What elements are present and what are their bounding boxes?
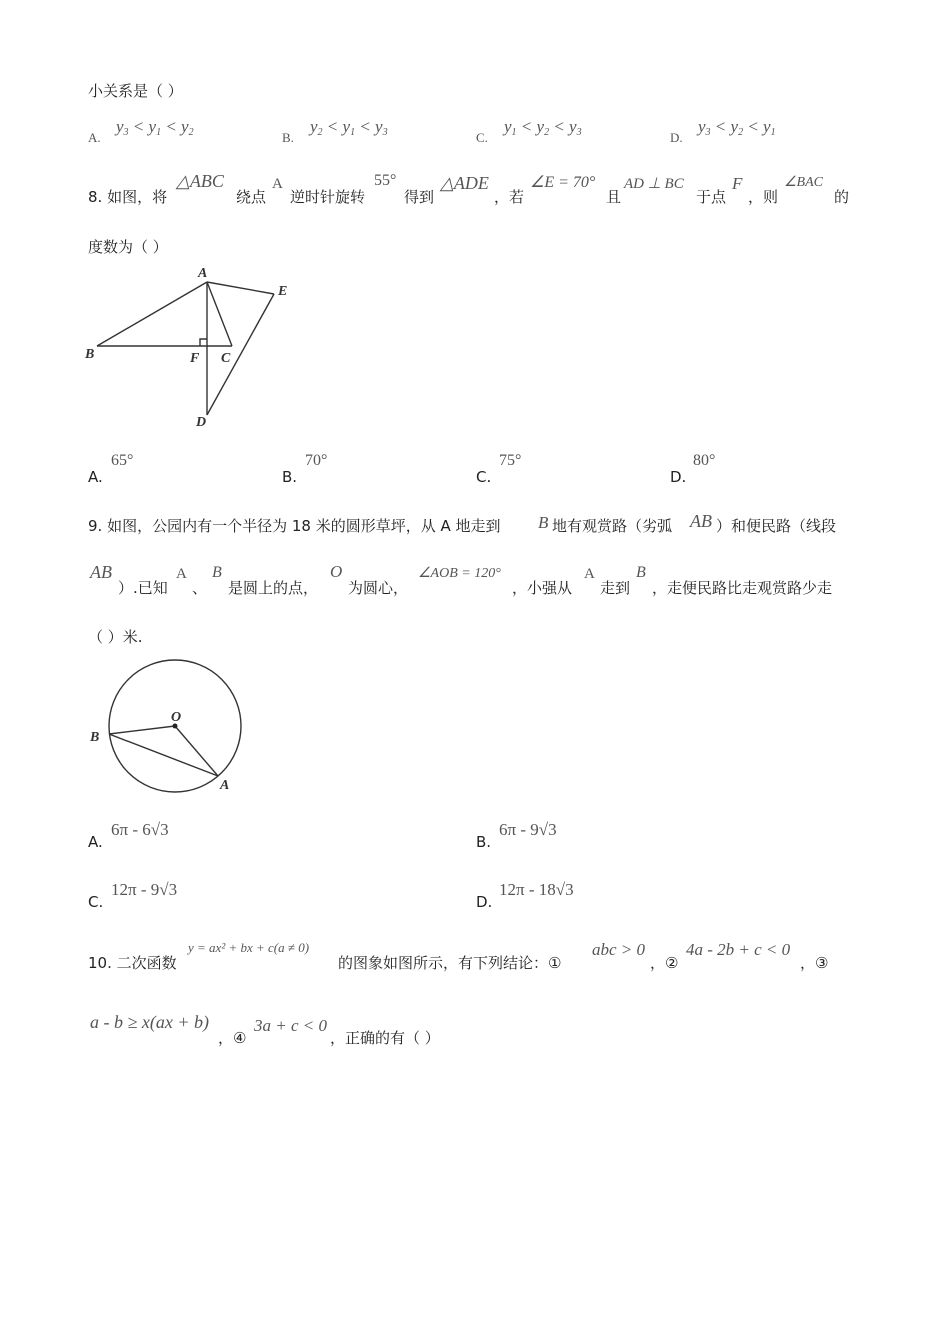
q8-option-d-value: 80°: [693, 452, 716, 469]
option-label: D.: [670, 468, 687, 486]
q9-option-a[interactable]: [88, 833, 103, 851]
q10-conclusion-3: a - b ≥ x(ax + b): [90, 1012, 209, 1032]
segment-ab: [97, 282, 207, 346]
q9-text-on-circle: 是圆上的点，: [228, 579, 319, 597]
q8-text-and: 且: [606, 188, 622, 206]
q7-option-b-expr: $y_2 < y_1 < y_3$: [310, 117, 388, 138]
q10-text-correct: ，正确的有（ ）: [330, 1029, 440, 1047]
q9-point-o: O: [330, 562, 343, 581]
label-b: B: [85, 347, 95, 362]
q8-option-c[interactable]: [476, 468, 491, 486]
q9-option-b[interactable]: [476, 833, 491, 851]
radius-ob: [109, 726, 175, 734]
q8-text-ccw: 逆时针旋转: [290, 188, 366, 206]
q9-option-d[interactable]: [476, 893, 492, 911]
q8-point-f: F: [732, 174, 743, 193]
q10-conclusion-4: 3a + c < 0: [254, 1016, 327, 1035]
q8-line2: 度数为（ ）: [88, 238, 168, 256]
q8-option-b-value: 70°: [305, 452, 328, 469]
q9-line3: （ ）米.: [88, 628, 143, 646]
option-label: B.: [282, 468, 298, 486]
q8-text-at-point: 于点: [696, 188, 727, 206]
q7-option-d-expr: $y_3 < y_2 < y_1$: [698, 117, 776, 138]
q8-text-of: 的: [834, 188, 850, 206]
q9-option-b-value: 6π - 9√3: [499, 820, 557, 839]
q8-condition-perp: AD ⊥ BC: [624, 176, 684, 192]
q8-ask-angle-bac: ∠BAC: [784, 175, 823, 190]
label-e: E: [278, 284, 288, 299]
option-label: D.: [476, 893, 493, 911]
q7-option-c[interactable]: [476, 128, 488, 146]
right-angle-mark: [200, 339, 207, 346]
q9-line1a: 9. 如图，公园内有一个半径为 18 米的圆形草坪，从 A 地走到: [88, 517, 501, 535]
q8-text-then: ，则: [748, 188, 779, 206]
q9-option-a-value: 6π - 6√3: [111, 820, 169, 839]
q9-segment-ab: AB: [90, 562, 112, 582]
option-label: A.: [88, 833, 103, 851]
segment-ac: [207, 282, 232, 346]
q9-line1c: ）和便民路（线段: [716, 517, 837, 535]
q10-conclusion-2: 4a - 2b + c < 0: [686, 940, 791, 959]
option-label: A.: [88, 130, 101, 145]
q9-text-comma: 、: [192, 579, 208, 597]
q7-option-c-expr: $y_1 < y_2 < y_3$: [504, 117, 582, 138]
q9-text-walk-to: 走到: [600, 579, 631, 597]
q8-option-a[interactable]: [88, 468, 103, 486]
q7-option-a-expr: $y_3 < y_1 < y_2$: [116, 117, 194, 138]
q9-point-a: A: [176, 566, 187, 582]
option-label: C.: [476, 130, 488, 145]
segment-de: [207, 294, 274, 415]
label-o: O: [171, 710, 182, 725]
q8-text-if: ，若: [494, 188, 525, 206]
q8-point-a: A: [272, 176, 283, 192]
q8-text-rotate-about: 绕点: [236, 188, 267, 206]
q10-conclusion-1: abc > 0: [592, 940, 646, 959]
option-label: C.: [88, 893, 104, 911]
q9-text-xiaoqiang: ，小强从: [512, 579, 573, 597]
q8-option-b[interactable]: [282, 468, 297, 486]
q7-option-d[interactable]: [670, 128, 683, 146]
q10-text-2: ，②: [650, 954, 679, 972]
q9-point-b2: B: [212, 564, 222, 581]
label-c: C: [221, 351, 231, 366]
segment-ae: [207, 282, 274, 294]
q8-triangle-ade: △ADE: [440, 173, 489, 193]
q9-text-less: ，走便民路比走观赏路少走: [652, 579, 833, 597]
q10-text-graph: 的图象如图所示，有下列结论：①: [338, 954, 562, 972]
q10-text-3: ，③: [800, 954, 829, 972]
q9-text-center: 为圆心，: [348, 579, 409, 597]
q8-option-c-value: 75°: [499, 452, 522, 469]
q9-text-known: ）.已知: [118, 579, 168, 597]
option-label: B.: [476, 833, 492, 851]
q8-text-get: 得到: [404, 188, 435, 206]
q10-number: 10. 二次函数: [88, 954, 177, 972]
q8-option-d[interactable]: [670, 468, 686, 486]
q8-number: 8. 如图，将: [88, 188, 168, 206]
q9-option-c-value: 12π - 9√3: [111, 880, 178, 899]
label-b: B: [90, 730, 100, 745]
option-label: D.: [670, 130, 683, 145]
q8-option-a-value: 65°: [111, 452, 134, 469]
q8-angle-55: 55°: [374, 172, 397, 189]
label-d: D: [196, 415, 207, 430]
q10-text-4: ，④: [218, 1029, 247, 1047]
option-label: B.: [282, 130, 294, 145]
q8-triangle-abc: △ABC: [176, 171, 224, 191]
label-a: A: [198, 266, 208, 281]
option-label: A.: [88, 468, 103, 486]
label-a: A: [220, 778, 230, 793]
option-label: C.: [476, 468, 492, 486]
q9-point-b3: B: [636, 564, 646, 581]
q8-condition-angle-e: ∠E = 70°: [530, 174, 596, 191]
radius-oa: [175, 726, 218, 776]
q9-line1b: 地有观赏路（劣弧: [552, 517, 673, 535]
q9-figure: [84, 655, 252, 800]
q9-point-b: B: [538, 513, 549, 532]
q8-figure: [80, 262, 310, 432]
q9-point-a2: A: [584, 566, 595, 582]
q9-angle-aob: ∠AOB = 120°: [418, 566, 501, 581]
q9-arc-ab: AB: [690, 511, 712, 531]
q10-function: y = ax² + bx + c(a ≠ 0): [188, 940, 310, 955]
q7-option-a[interactable]: [88, 128, 101, 146]
label-f: F: [190, 351, 200, 366]
q9-option-c[interactable]: [88, 893, 103, 911]
q9-option-d-value: 12π - 18√3: [499, 880, 574, 899]
q7-option-b[interactable]: [282, 128, 294, 146]
q7-tail: 小关系是（ ）: [88, 82, 183, 100]
